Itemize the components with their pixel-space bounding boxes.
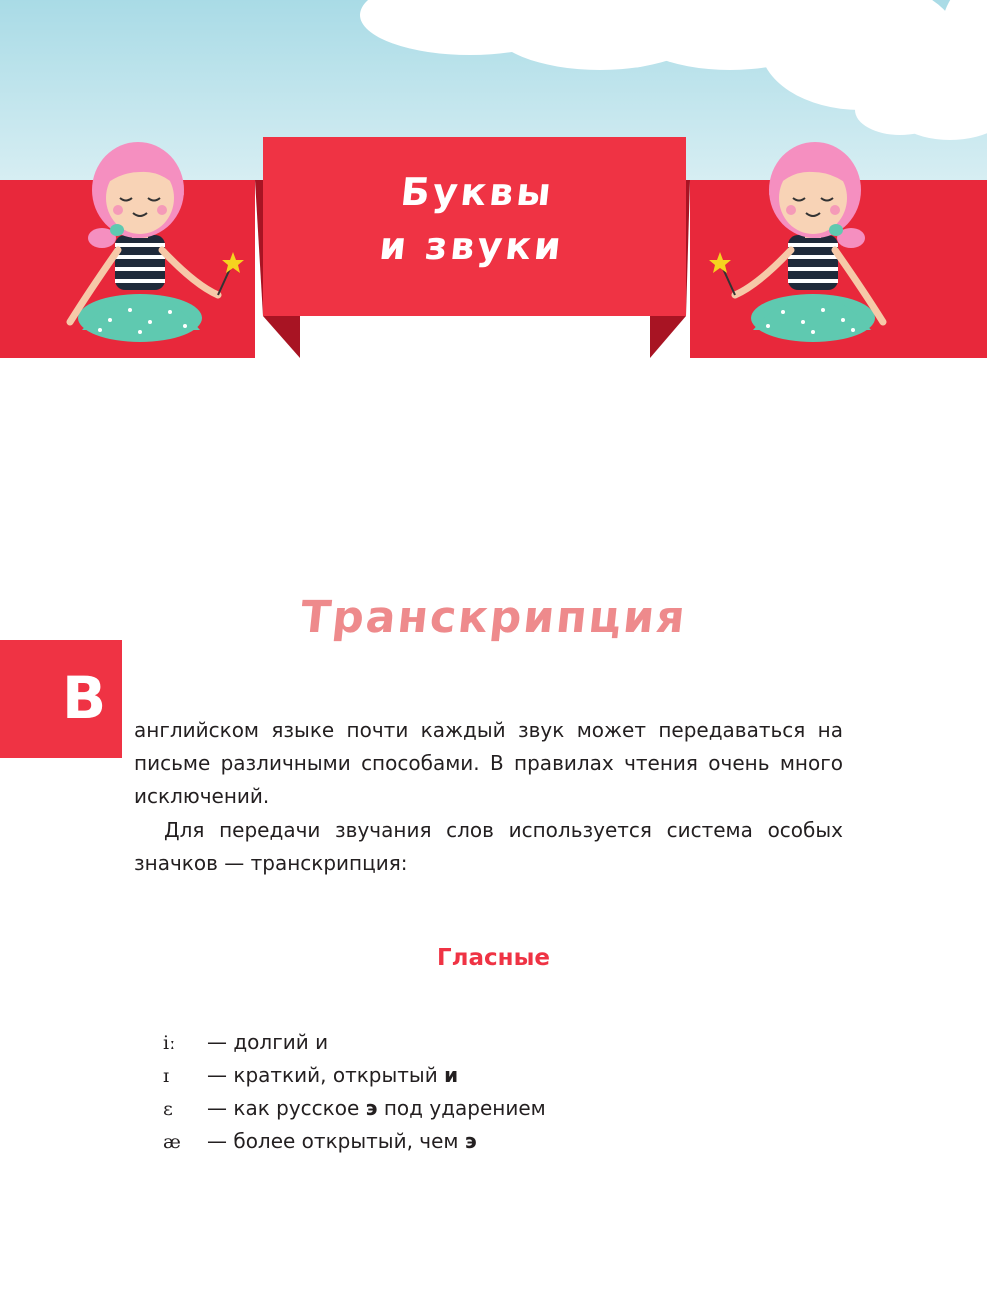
- vowel-row: [163, 1125, 546, 1158]
- vowel-description-bold: э: [365, 1096, 378, 1120]
- chapter-title: [257, 165, 691, 273]
- intro-paragraph-2: Для передачи звучания слов используется система особых значков — транскрипция:: [134, 818, 843, 875]
- vowel-symbol: ɪ: [163, 1065, 170, 1087]
- intro-paragraph-1: английском языке почти каждый звук может передаваться на письме различными способами. В правилах чтения очень много исключений.: [134, 718, 843, 808]
- vowel-description: [207, 1096, 546, 1120]
- vowel-description: [207, 1129, 477, 1153]
- vowel-description-after: под ударением: [377, 1096, 546, 1120]
- chapter-title-line1: Буквы: [398, 170, 557, 214]
- vowel-description-text: — более открытый, чем: [207, 1129, 465, 1153]
- vowels-heading: Гласные: [437, 945, 550, 971]
- vowel-description: — долгий и: [207, 1030, 329, 1054]
- vowel-row: [163, 1092, 546, 1125]
- vowel-row: [163, 1059, 546, 1092]
- dropcap-letter: В: [62, 664, 107, 732]
- vowel-description-text: — краткий, открытый: [207, 1063, 445, 1087]
- vowel-description-text: — как русское: [207, 1096, 366, 1120]
- vowel-list: [163, 1026, 546, 1158]
- vowel-symbol: ɛ: [163, 1098, 173, 1120]
- vowel-symbol: iː: [163, 1032, 176, 1054]
- vowel-description: [207, 1063, 458, 1087]
- vowel-description-bold: э: [464, 1129, 477, 1153]
- section-heading: Транскрипция: [297, 592, 690, 643]
- vowel-symbol: æ: [163, 1131, 181, 1153]
- vowel-description-bold: и: [444, 1063, 459, 1087]
- vowel-row: [163, 1026, 546, 1059]
- chapter-title-line2: и звуки: [377, 224, 567, 268]
